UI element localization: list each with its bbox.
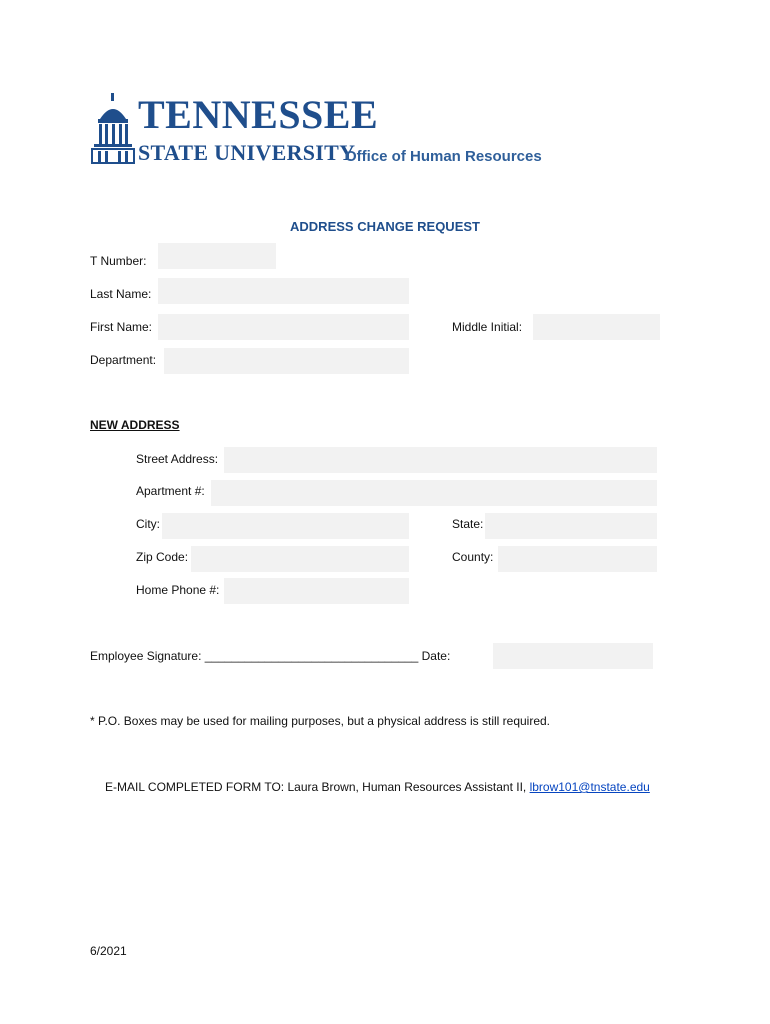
last-name-field[interactable] (158, 278, 409, 304)
department-field[interactable] (164, 348, 409, 374)
city-field[interactable] (162, 513, 409, 539)
last-name-label: Last Name: (90, 287, 152, 301)
t-number-field[interactable] (158, 243, 276, 269)
zip-code-field[interactable] (191, 546, 409, 572)
city-label: City: (136, 517, 160, 531)
department-label: Department: (90, 353, 157, 367)
signature-label: Employee Signature: ________________________________ Date: (90, 649, 451, 663)
middle-initial-field[interactable] (533, 314, 660, 340)
office-name: Office of Human Resources (345, 148, 542, 165)
t-number-label: T Number: (90, 254, 147, 268)
revision-date: 6/2021 (90, 944, 127, 958)
apartment-field[interactable] (211, 480, 657, 506)
street-address-field[interactable] (224, 447, 657, 473)
email-link[interactable]: lbrow101@tnstate.edu (529, 780, 650, 794)
email-instruction-text: E-MAIL COMPLETED FORM TO: Laura Brown, Human Resources Assistant II, (105, 780, 530, 794)
new-address-heading: NEW ADDRESS (90, 418, 180, 432)
zip-code-label: Zip Code: (136, 550, 189, 564)
email-instruction (105, 780, 650, 794)
county-field[interactable] (498, 546, 657, 572)
apartment-label: Apartment #: (136, 484, 205, 498)
building-dome-icon (90, 93, 136, 165)
first-name-label: First Name: (90, 320, 153, 334)
street-address-label: Street Address: (136, 452, 219, 466)
first-name-field[interactable] (158, 314, 409, 340)
county-label: County: (452, 550, 494, 564)
logo-wordmark-line2: STATE UNIVERSITY (138, 140, 356, 165)
date-field[interactable] (493, 643, 653, 669)
po-box-note: * P.O. Boxes may be used for mailing purposes, but a physical address is still required. (90, 714, 551, 728)
state-field[interactable] (485, 513, 657, 539)
home-phone-label: Home Phone #: (136, 583, 220, 597)
form-title: ADDRESS CHANGE REQUEST (290, 219, 480, 234)
state-label: State: (452, 517, 484, 531)
home-phone-field[interactable] (224, 578, 409, 604)
middle-initial-label: Middle Initial: (452, 320, 523, 334)
logo-wordmark-line1: TENNESSEE (138, 92, 379, 137)
